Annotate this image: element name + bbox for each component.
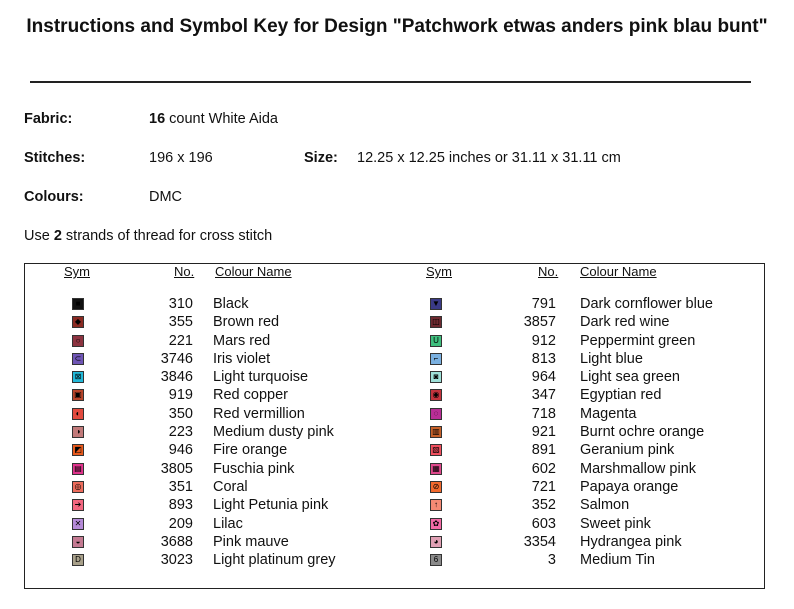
colour-name: Dark red wine [580, 314, 670, 331]
symbol-swatch-icon: ▧ [430, 444, 442, 456]
dmc-number: 355 [168, 314, 193, 331]
symbol-swatch-icon: ◆ [72, 316, 84, 328]
colours-label: Colours: [24, 189, 84, 205]
colour-name: Black [213, 296, 249, 312]
symbol-swatch-icon: ▼ [430, 298, 442, 310]
colour-name: Hydrangea pink [580, 533, 682, 550]
size-label: Size: [304, 150, 338, 166]
symbol-swatch-icon: U [430, 335, 442, 347]
dmc-number: 602 [531, 460, 556, 477]
colour-name: Fuschia pink [213, 460, 295, 477]
symbol-swatch-icon: ✿ [430, 518, 442, 530]
dmc-number: 3023 [160, 552, 193, 569]
dmc-number: 351 [168, 478, 193, 495]
dmc-number: 919 [168, 387, 193, 404]
dmc-number: 721 [531, 478, 556, 495]
symbol-swatch-icon: ✕ [72, 518, 84, 530]
instruction-suffix: strands of thread for cross stitch [61, 228, 273, 244]
colour-name: Dark cornflower blue [580, 296, 713, 312]
stitches-label: Stitches: [24, 150, 86, 166]
fabric-type: count White Aida [165, 111, 278, 127]
symbol-swatch-icon: ◩ [72, 444, 84, 456]
colour-name: Salmon [580, 497, 630, 514]
colours-value: DMC [149, 189, 183, 205]
dmc-number: 209 [168, 515, 193, 532]
dmc-number: 350 [168, 405, 193, 422]
dmc-number: 3805 [160, 460, 193, 477]
colour-name: Egyptian red [580, 387, 662, 404]
symbol-swatch-icon: ⊠ [72, 371, 84, 383]
instruction-prefix: Use [24, 228, 54, 244]
colour-name: Mars red [213, 332, 271, 349]
dmc-number: 718 [531, 405, 556, 422]
colour-name: Medium dusty pink [213, 424, 334, 441]
colour-name: Red copper [213, 387, 288, 404]
dmc-number: 813 [531, 350, 556, 367]
dmc-number: 912 [531, 332, 556, 349]
colour-name: Geranium pink [580, 442, 675, 459]
colour-name: Medium Tin [580, 552, 655, 569]
symbol-swatch-icon: ⊘ [430, 481, 442, 493]
dmc-number: 310 [168, 296, 193, 312]
symbol-swatch-icon: ▤ [72, 463, 84, 475]
symbol-swatch-icon: ◙ [430, 371, 442, 383]
header-sym-left: Sym [64, 264, 90, 279]
colour-name: Iris violet [213, 350, 271, 367]
dmc-number: 946 [168, 442, 193, 459]
dmc-number: 893 [168, 497, 193, 514]
dmc-number: 891 [531, 442, 556, 459]
symbol-swatch-icon: ◌ [430, 408, 442, 420]
symbol-swatch-icon: ▥ [430, 426, 442, 438]
colour-name: Light platinum grey [213, 552, 336, 569]
colour-name: Marshmallow pink [580, 460, 697, 477]
colour-name: Peppermint green [580, 332, 696, 349]
symbol-swatch-icon: ▣ [72, 389, 84, 401]
symbol-swatch-icon: ◒ [72, 536, 84, 548]
page-title: Instructions and Symbol Key for Design "Patchwork etwas anders pink blau bunt" [26, 16, 768, 37]
dmc-number: 3846 [160, 369, 193, 386]
symbol-swatch-icon: ◎ [72, 481, 84, 493]
colour-name: Light blue [580, 350, 643, 367]
colour-name: Pink mauve [213, 533, 289, 550]
dmc-number: 3 [547, 552, 556, 569]
header-no-right: No. [538, 264, 559, 279]
colour-name: Magenta [580, 405, 637, 422]
dmc-number: 221 [168, 332, 193, 349]
symbol-swatch-icon: ◉ [430, 389, 442, 401]
colour-name: Papaya orange [580, 478, 679, 495]
symbol-swatch-icon: ■ [72, 298, 84, 310]
colour-name: Coral [213, 478, 248, 495]
symbol-swatch-icon: 6 [430, 554, 442, 566]
dmc-number: 352 [531, 497, 556, 514]
strand-count: 2 [53, 228, 62, 244]
header-name-left: Colour Name [215, 264, 292, 279]
colour-name: Brown red [213, 314, 280, 331]
size-value: 12.25 x 12.25 inches or 31.11 x 31.11 cm [357, 150, 621, 166]
symbol-swatch-icon: ◫ [430, 316, 442, 328]
colour-name: Burnt ochre orange [580, 424, 705, 441]
header-no-left: No. [174, 264, 195, 279]
dmc-number: 921 [531, 424, 556, 441]
symbol-swatch-icon: ➔ [72, 499, 84, 511]
title-divider [30, 81, 751, 83]
symbol-swatch-icon: ◑ [72, 426, 84, 438]
dmc-number: 3688 [160, 533, 193, 550]
thread-instruction [24, 228, 272, 244]
colour-name: Light turquoise [213, 369, 309, 386]
dmc-number: 964 [531, 369, 556, 386]
fabric-count: 16 [149, 111, 166, 127]
header-name-right: Colour Name [580, 264, 657, 279]
symbol-swatch-icon: ○ [72, 335, 84, 347]
dmc-number: 3857 [523, 314, 556, 331]
colour-name: Sweet pink [580, 515, 651, 532]
symbol-swatch-icon: D [72, 554, 84, 566]
symbol-swatch-icon: ⊂ [72, 353, 84, 365]
symbol-swatch-icon: ▦ [430, 463, 442, 475]
dmc-number: 3354 [523, 533, 556, 550]
header-sym-right: Sym [426, 264, 452, 279]
dmc-number: 223 [168, 424, 193, 441]
dmc-number: 603 [531, 515, 556, 532]
symbol-swatch-icon: ⌐ [430, 353, 442, 365]
colour-name: Red vermillion [213, 405, 305, 422]
fabric-value [149, 111, 278, 127]
dmc-number: 791 [531, 296, 556, 312]
symbol-swatch-icon: ↑ [430, 499, 442, 511]
colour-name: Light Petunia pink [213, 497, 329, 514]
symbol-swatch-icon: ◐ [72, 408, 84, 420]
symbol-swatch-icon: ◕ [430, 536, 442, 548]
dmc-number: 3746 [160, 350, 193, 367]
stitches-value: 196 x 196 [149, 150, 213, 166]
fabric-label: Fabric: [24, 111, 73, 127]
colour-name: Fire orange [213, 442, 288, 459]
dmc-number: 347 [531, 387, 556, 404]
colour-name: Lilac [213, 515, 243, 532]
colour-name: Light sea green [580, 369, 680, 386]
